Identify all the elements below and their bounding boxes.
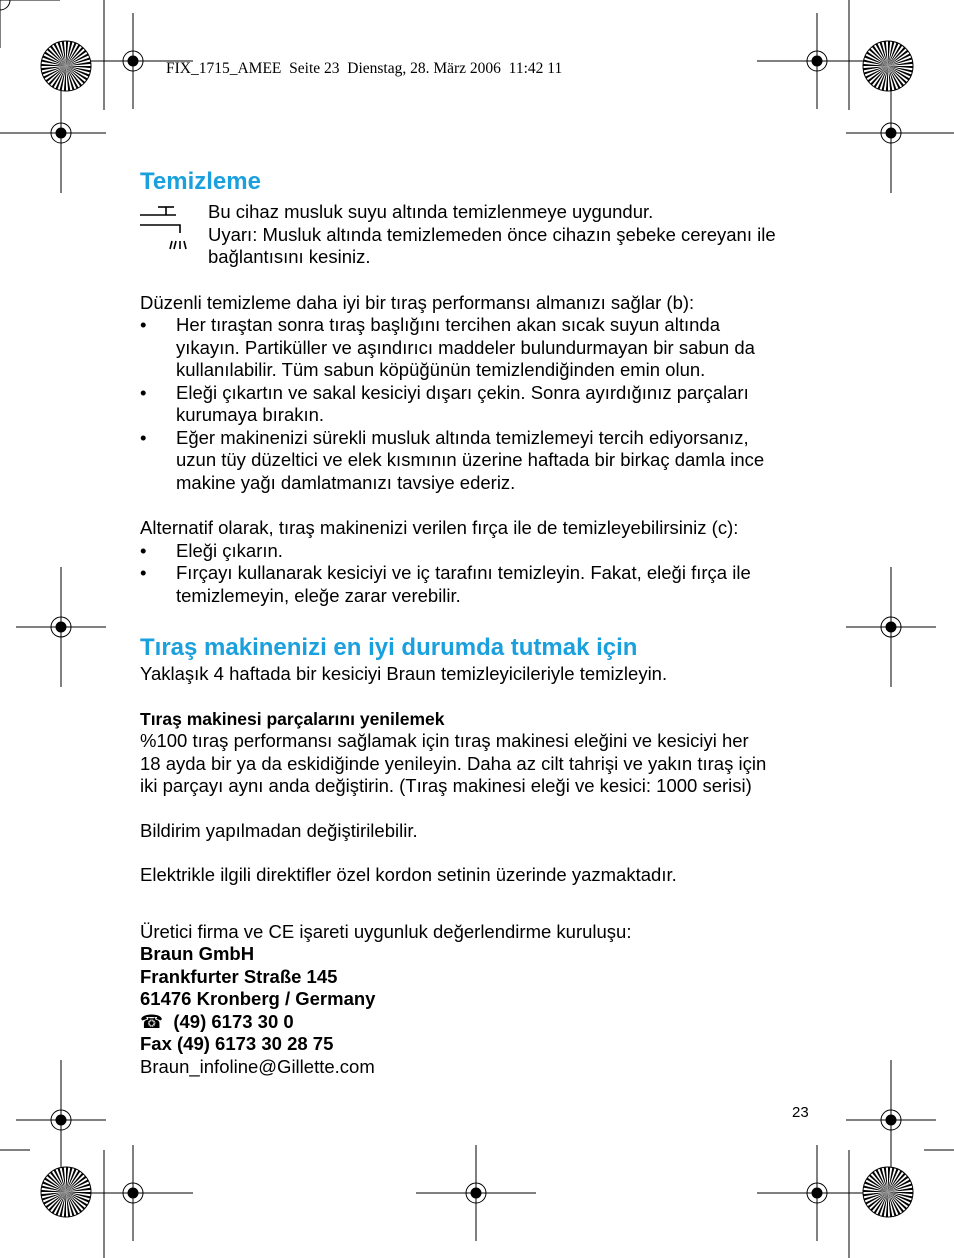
list-item: • Fırçayı kullanarak kesiciyi ve iç tarafını temizleyin. Fakat, eleği fırça ile temizlemeyin, eleğe zarar verebilir. [140, 562, 830, 607]
list-item: • Eleği çıkartın ve sakal kesiciyi dışarı çekin. Sonra ayırdığınız parçaları kurumaya bırakın. [140, 382, 830, 427]
section-title-cleaning: Temizleme [140, 168, 261, 195]
list-item: • Eğer makinenizi sürekli musluk altında temizlemeyi tercih ediyorsanız, uzun tüy düzeltici ve elek kısmının üzerine haftada bir birkaç damla ince makine yağı damlatmanızı tavsiye ederiz. [140, 427, 830, 495]
starburst-target [41, 1167, 91, 1217]
page-number: 23 [792, 1104, 809, 1121]
bullet-line: Her tıraştan sonra tıraş başlığını tercihen akan sıcak suyun altında [176, 314, 720, 335]
starburst-target [863, 1167, 913, 1217]
faucet-note-line-1: Bu cihaz musluk suyu altında temizlenmeye uygundur. [208, 201, 654, 222]
directive-text: Elektrikle ilgili direktifler özel kordon setinin üzerinde yazmaktadır. [140, 864, 677, 885]
company-email: Braun_infoline@Gillette.com [140, 1055, 375, 1077]
replacement-subheading: Tıraş makinesi parçalarını yenilemek [140, 708, 445, 729]
telephone-icon: ☎ [140, 1010, 164, 1032]
faucet-icon [140, 203, 192, 251]
company-city: 61476 Kronberg / Germany [140, 988, 376, 1009]
faucet-note-line-2: Uyarı: Musluk altında temizlemeden önce cihazın şebeke cereyanı ile [208, 223, 776, 245]
bullet-line: Eğer makinenizi sürekli musluk altında temizlemeyi tercih ediyorsanız, [176, 426, 749, 448]
notice-text: Bildirim yapılmadan değiştirilebilir. [140, 819, 418, 841]
bullet-line: uzun tüy düzeltici ve elek kısmının üzerine haftada bir birkaç damla ince [176, 449, 765, 470]
bullet-line: temizlemeyin, eleğe zarar verebilir. [176, 584, 461, 606]
company-name: Braun GmbH [140, 943, 255, 964]
replacement-line: %100 tıraş performansı sağlamak için tıraş makinesi eleğini ve kesiciyi her [140, 730, 749, 751]
list-item: • Her tıraştan sonra tıraş başlığını tercihen akan sıcak suyun altında yıkayın. Partiküller ve aşındırıcı maddeler bulundurmayan bir sabun da kullanılabilir. Tüm sabun köpüğünün temizlendiğinden emin olun. [140, 314, 830, 382]
bullet-line: Eleği çıkartın ve sakal kesiciyi dışarı çekin. Sonra ayırdığınız parçaları [176, 381, 749, 403]
print-header: FIX_1715_AMEE Seite 23 Dienstag, 28. März 2006 11:42 11 [166, 60, 563, 77]
starburst-target [41, 41, 91, 91]
replacement-line: iki parçayı aynı anda değiştirin. (Tıraş makinesi eleği ve kesici: 1000 serisi) [140, 775, 752, 796]
manufacturer-intro: Üretici firma ve CE işareti uygunluk değerlendirme kuruluşu: [140, 920, 632, 942]
bullet-line: Eleği çıkarın. [176, 539, 283, 561]
maintenance-text: Yaklaşık 4 haftada bir kesiciyi Braun temizleyicileriyle temizleyin. [140, 663, 668, 684]
replacement-line: 18 ayda bir ya da eskidiğinde yenileyin. Daha az cilt tahrişi ve yakın tıraş için [140, 752, 767, 774]
bullet-line: kullanılabilir. Tüm sabun köpüğünün temizlendiğinden emin olun. [176, 359, 706, 380]
bullet-line: Fırçayı kullanarak kesiciyi ve iç tarafını temizleyin. Fakat, eleği fırça ile [176, 562, 751, 583]
page-content [140, 167, 830, 1078]
faucet-note-line-3: bağlantısını kesiniz. [208, 246, 371, 267]
company-fax: Fax (49) 6173 30 28 75 [140, 1033, 334, 1054]
bullet-line: makine yağı damlatmanızı tavsiye ederiz. [176, 471, 516, 493]
starburst-target [863, 41, 913, 91]
alternative-intro: Alternatif olarak, tıraş makinenizi verilen fırça ile de temizleyebilirsiniz (c): [140, 517, 739, 538]
list-item: • Eleği çıkarın. [140, 540, 830, 563]
cleaning-intro: Düzenli temizleme daha iyi bir tıraş performansı almanızı sağlar (b): [140, 291, 695, 313]
company-street: Frankfurter Straße 145 [140, 965, 338, 987]
company-phone [140, 1011, 830, 1034]
section-title-maintenance: Tıraş makinenizi en iyi durumda tutmak için [140, 634, 638, 661]
phone-number: (49) 6173 30 0 [173, 1010, 294, 1032]
bullet-line: yıkayın. Partiküller ve aşındırıcı maddeler bulundurmayan bir sabun da [176, 336, 755, 358]
faucet-note [140, 201, 830, 269]
bullet-line: kurumaya bırakın. [176, 404, 325, 425]
